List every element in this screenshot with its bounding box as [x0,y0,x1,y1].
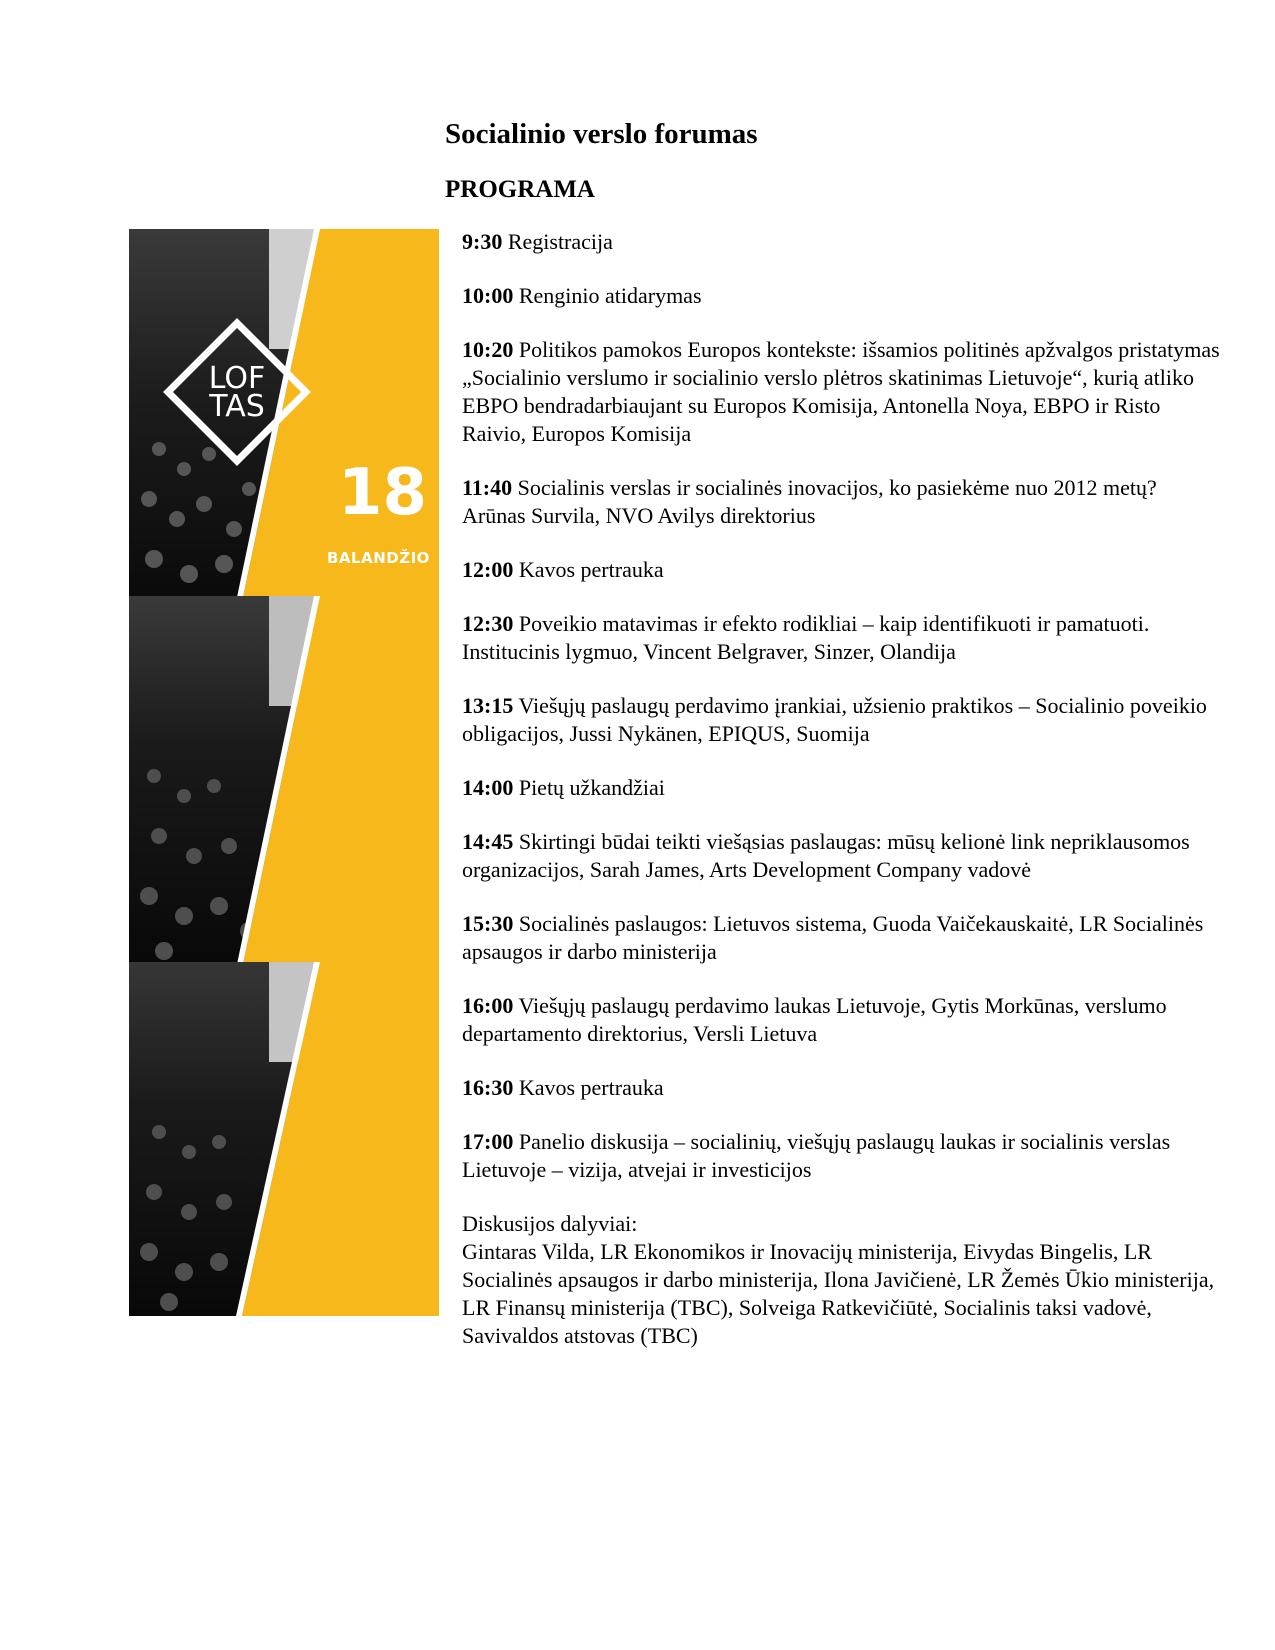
program-list [462,228,1222,1350]
program-item [462,610,1222,666]
logo-text-line2: TAS [209,389,265,424]
banner-panel-top [129,229,439,602]
document-title: Socialinio verslo forumas [445,118,758,150]
program-text: Registracija [507,229,613,254]
program-item [462,828,1222,884]
program-text: Pietų užkandžiai [518,775,665,800]
logo-text-line1: LOF [208,361,266,396]
program-text: Socialinis verslas ir socialinės inovacijos, ko pasiekėme nuo 2012 metų? Arūnas Survila, NVO Avilys direktorius [462,475,1157,528]
discussion-participants [462,1210,1222,1350]
program-item [462,692,1222,748]
program-text: Kavos pertrauka [518,1075,664,1100]
program-time: 16:00 [462,993,514,1018]
program-time: 10:20 [462,337,514,362]
program-text: Politikos pamokos Europos kontekste: išsamios politinės apžvalgos pristatymas „Socialinio verslumo ir socialinio verslo plėtros skatinimas Lietuvoje“, kurią atliko EBPO bendradarbiaujant su Europos Komisija, Antonella Noya, EBPO ir Risto Raivio, Europos Komisija [462,337,1220,446]
program-time: 11:40 [462,475,513,500]
program-time: 14:00 [462,775,514,800]
program-time: 10:00 [462,283,514,308]
program-item [462,474,1222,530]
program-item [462,910,1222,966]
program-time: 16:30 [462,1075,514,1100]
program-item [462,992,1222,1048]
event-month: BALANDŽIO [327,549,430,567]
program-time: 12:30 [462,611,514,636]
program-time: 12:00 [462,557,514,582]
program-item [462,774,1222,802]
program-time: 17:00 [462,1129,514,1154]
program-item [462,556,1222,584]
program-item [462,336,1222,448]
program-item [462,1128,1222,1184]
program-item [462,1074,1222,1102]
banner-column [129,0,439,1650]
program-item [462,282,1222,310]
program-item [462,228,1222,256]
program-text: Skirtingi būdai teikti viešąsias paslaugas: mūsų kelionė link nepriklausomos organizacijos, Sarah James, Arts Development Company vadovė [462,829,1190,882]
program-text: Viešųjų paslaugų perdavimo laukas Lietuvoje, Gytis Morkūnas, verslumo departamento direktorius, Versli Lietuva [462,993,1167,1046]
program-time: 14:45 [462,829,514,854]
program-time: 9:30 [462,229,503,254]
program-text: Panelio diskusija – socialinių, viešųjų paslaugų laukas ir socialinis verslas Lietuvoje – vizija, atvejai ir investicijos [462,1129,1171,1182]
program-text: Renginio atidarymas [518,283,702,308]
program-heading: PROGRAMA [445,176,595,203]
banner-panel-bottom [129,962,439,1316]
program-time: 13:15 [462,693,514,718]
banner-panel-middle [129,596,439,969]
program-text: Viešųjų paslaugų perdavimo įrankiai, užsienio praktikos – Socialinio poveikio obligacijos, Jussi Nykänen, EPIQUS, Suomija [462,693,1207,746]
banner-photo-graphic [129,596,439,969]
event-day: 18 [338,456,428,530]
banner-photo-graphic [129,962,439,1316]
program-time: 15:30 [462,911,514,936]
program-text: Socialinės paslaugos: Lietuvos sistema, Guoda Vaičekauskaitė, LR Socialinės apsaugos ir darbo ministerija [462,911,1204,964]
program-text: Poveikio matavimas ir efekto rodikliai – kaip identifikuoti ir pamatuoti. Institucinis lygmuo, Vincent Belgraver, Sinzer, Olandija [462,611,1150,664]
program-text: Kavos pertrauka [518,557,664,582]
participants-heading: Diskusijos dalyviai: [462,1211,638,1236]
participants-text: Gintaras Vilda, LR Ekonomikos ir Inovacijų ministerija, Eivydas Bingelis, LR Socialinės apsaugos ir darbo ministerija, Ilona Javičienė, LR Žemės Ūkio ministerija, LR Finansų ministerija (TBC), Solveiga Ratkevičiūtė, Socialinis taksi vadovė, Savivaldos atstovas (TBC) [462,1239,1215,1348]
